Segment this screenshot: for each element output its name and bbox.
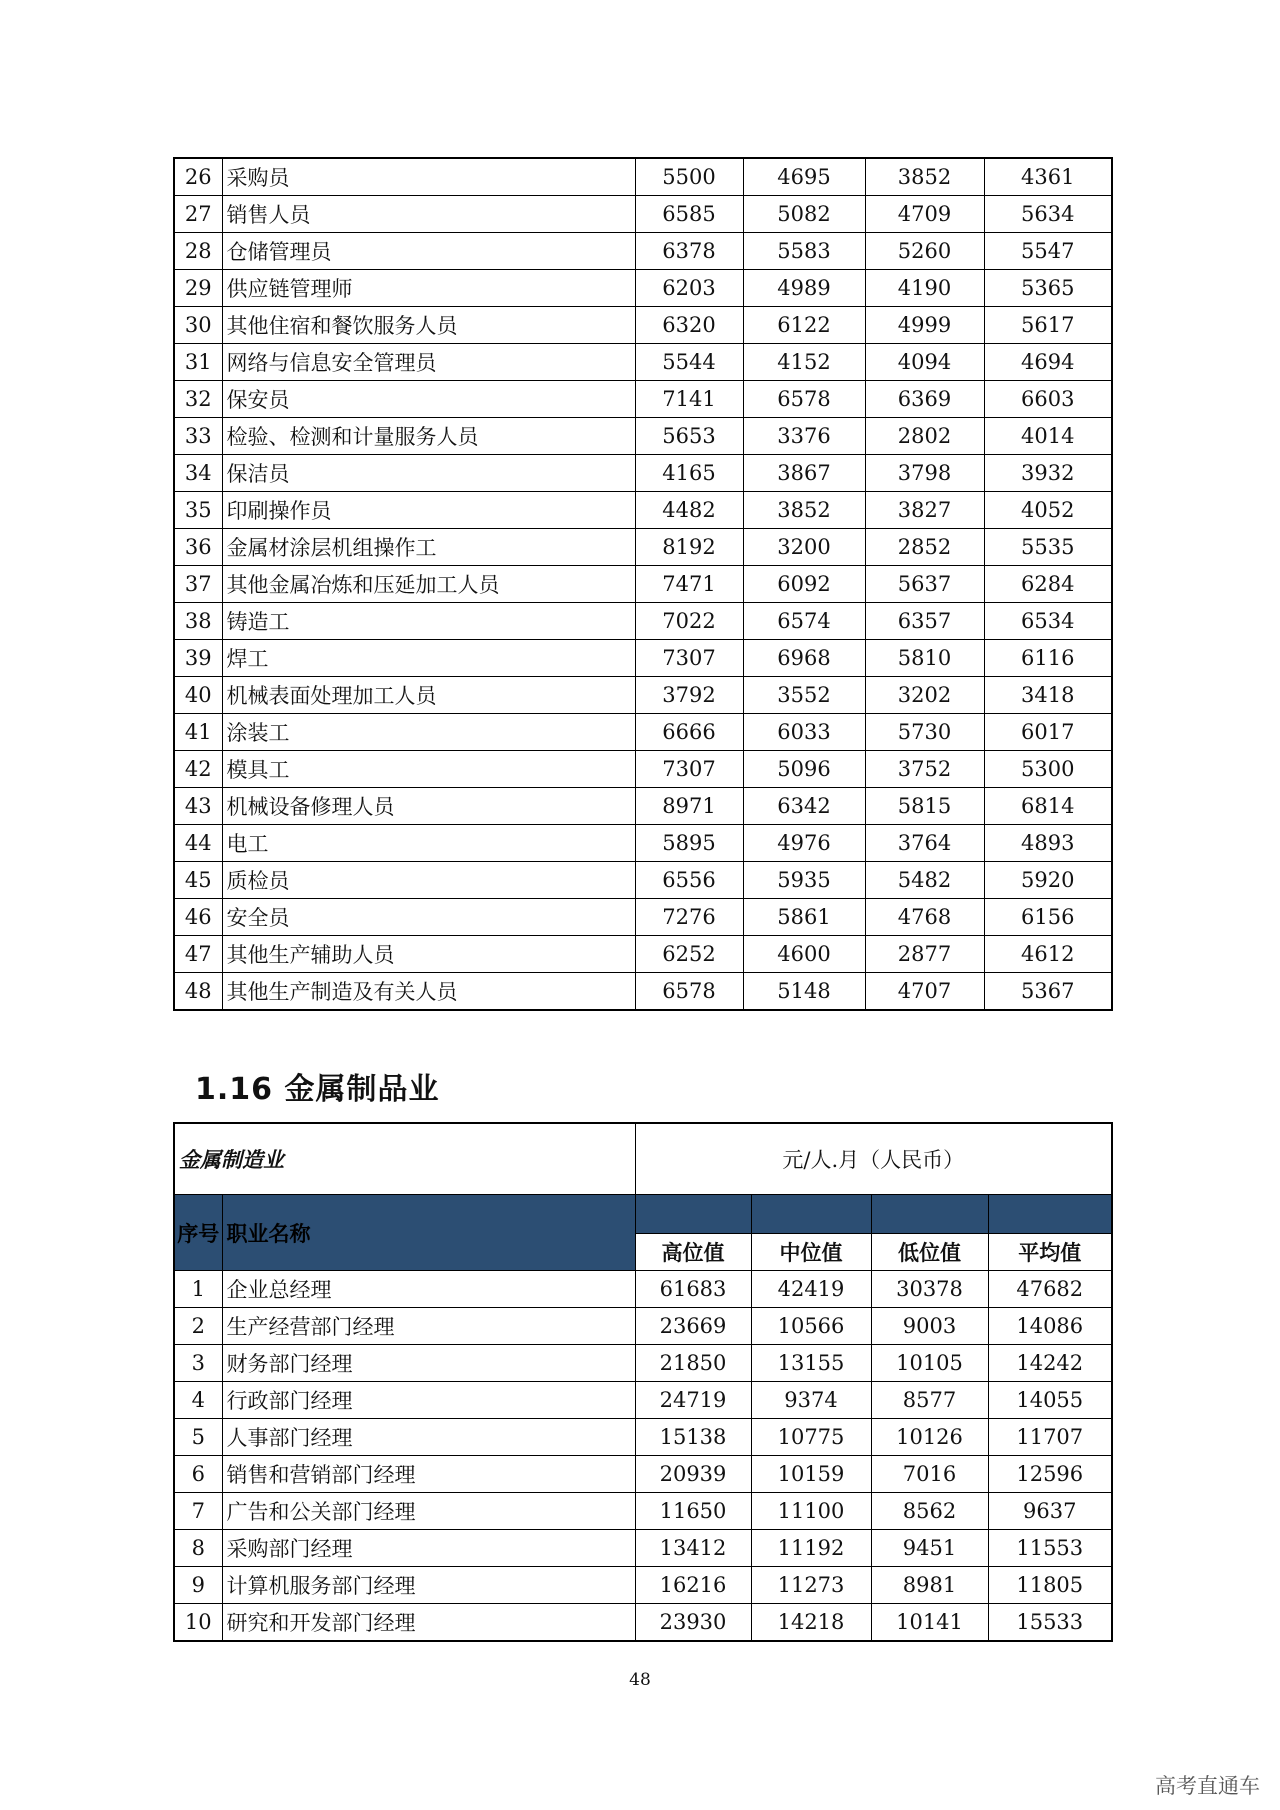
average-value: 5547 xyxy=(984,233,1112,270)
low-value: 4709 xyxy=(865,196,984,233)
low-value: 6369 xyxy=(865,381,984,418)
low-value: 3202 xyxy=(865,677,984,714)
table-row xyxy=(174,1419,1112,1456)
table-row xyxy=(174,751,1112,788)
low-value: 4094 xyxy=(865,344,984,381)
median-value: 4976 xyxy=(743,825,865,862)
low-value: 5260 xyxy=(865,233,984,270)
average-value: 5634 xyxy=(984,196,1112,233)
high-value: 16216 xyxy=(635,1567,751,1604)
occupation-name: 企业总经理 xyxy=(222,1271,635,1308)
table-row xyxy=(174,1271,1112,1308)
average-value: 3418 xyxy=(984,677,1112,714)
high-value: 6666 xyxy=(635,714,743,751)
low-value: 9451 xyxy=(871,1530,988,1567)
occupation-name: 行政部门经理 xyxy=(222,1382,635,1419)
table-row xyxy=(174,714,1112,751)
table-row xyxy=(174,1382,1112,1419)
row-index: 46 xyxy=(174,899,222,936)
header-seq: 序号 xyxy=(174,1195,222,1271)
high-value: 7141 xyxy=(635,381,743,418)
table-row xyxy=(174,788,1112,825)
header-band xyxy=(871,1195,988,1234)
table-row xyxy=(174,862,1112,899)
average-value: 5535 xyxy=(984,529,1112,566)
header-mid: 中位值 xyxy=(751,1234,871,1271)
high-value: 11650 xyxy=(635,1493,751,1530)
high-value: 7022 xyxy=(635,603,743,640)
average-value: 12596 xyxy=(988,1456,1112,1493)
median-value: 6578 xyxy=(743,381,865,418)
average-value: 4361 xyxy=(984,158,1112,196)
high-value: 6378 xyxy=(635,233,743,270)
average-value: 6017 xyxy=(984,714,1112,751)
row-index: 31 xyxy=(174,344,222,381)
row-index: 2 xyxy=(174,1308,222,1345)
median-value: 4695 xyxy=(743,158,865,196)
occupation-name: 涂装工 xyxy=(222,714,635,751)
table-row xyxy=(174,1345,1112,1382)
median-value: 5861 xyxy=(743,899,865,936)
high-value: 6203 xyxy=(635,270,743,307)
table-row xyxy=(174,1493,1112,1530)
occupation-name: 销售人员 xyxy=(222,196,635,233)
high-value: 5895 xyxy=(635,825,743,862)
low-value: 3798 xyxy=(865,455,984,492)
average-value: 6116 xyxy=(984,640,1112,677)
unit-label: 元/人.月（人民币） xyxy=(635,1123,1112,1195)
occupation-name: 保洁员 xyxy=(222,455,635,492)
median-value: 3200 xyxy=(743,529,865,566)
average-value: 6534 xyxy=(984,603,1112,640)
table-row xyxy=(174,1456,1112,1493)
average-value: 15533 xyxy=(988,1604,1112,1642)
table-row xyxy=(174,603,1112,640)
low-value: 8562 xyxy=(871,1493,988,1530)
median-value: 5082 xyxy=(743,196,865,233)
table-row xyxy=(174,492,1112,529)
median-value: 5096 xyxy=(743,751,865,788)
median-value: 6342 xyxy=(743,788,865,825)
median-value: 13155 xyxy=(751,1345,871,1382)
low-value: 3852 xyxy=(865,158,984,196)
page-number: 48 xyxy=(629,1670,651,1690)
row-index: 44 xyxy=(174,825,222,862)
high-value: 5653 xyxy=(635,418,743,455)
occupation-name: 保安员 xyxy=(222,381,635,418)
row-index: 41 xyxy=(174,714,222,751)
median-value: 4152 xyxy=(743,344,865,381)
row-index: 43 xyxy=(174,788,222,825)
occupation-name: 金属材涂层机组操作工 xyxy=(222,529,635,566)
table-row xyxy=(174,973,1112,1011)
low-value: 2877 xyxy=(865,936,984,973)
header-band xyxy=(988,1195,1112,1234)
median-value: 11273 xyxy=(751,1567,871,1604)
occupation-name: 人事部门经理 xyxy=(222,1419,635,1456)
median-value: 6574 xyxy=(743,603,865,640)
low-value: 9003 xyxy=(871,1308,988,1345)
row-index: 4 xyxy=(174,1382,222,1419)
table-row xyxy=(174,270,1112,307)
header-low: 低位值 xyxy=(871,1234,988,1271)
low-value: 3827 xyxy=(865,492,984,529)
high-value: 6585 xyxy=(635,196,743,233)
occupation-name: 铸造工 xyxy=(222,603,635,640)
median-value: 4989 xyxy=(743,270,865,307)
section-title: 1.16 金属制品业 xyxy=(195,1072,440,1107)
header-job-name: 职业名称 xyxy=(222,1195,635,1271)
median-value: 3867 xyxy=(743,455,865,492)
header-band xyxy=(751,1195,871,1234)
row-index: 37 xyxy=(174,566,222,603)
median-value: 6968 xyxy=(743,640,865,677)
occupation-name: 计算机服务部门经理 xyxy=(222,1567,635,1604)
table-row xyxy=(174,825,1112,862)
table-row xyxy=(174,1308,1112,1345)
average-value: 5367 xyxy=(984,973,1112,1011)
row-index: 28 xyxy=(174,233,222,270)
average-value: 5300 xyxy=(984,751,1112,788)
low-value: 7016 xyxy=(871,1456,988,1493)
median-value: 5148 xyxy=(743,973,865,1011)
table-row xyxy=(174,566,1112,603)
row-index: 40 xyxy=(174,677,222,714)
high-value: 8192 xyxy=(635,529,743,566)
row-index: 6 xyxy=(174,1456,222,1493)
occupation-name: 财务部门经理 xyxy=(222,1345,635,1382)
low-value: 5730 xyxy=(865,714,984,751)
high-value: 8971 xyxy=(635,788,743,825)
occupation-name: 网络与信息安全管理员 xyxy=(222,344,635,381)
row-index: 35 xyxy=(174,492,222,529)
metal-products-table-header xyxy=(174,1123,1112,1271)
high-value: 5500 xyxy=(635,158,743,196)
low-value: 3752 xyxy=(865,751,984,788)
high-value: 15138 xyxy=(635,1419,751,1456)
table-row xyxy=(174,455,1112,492)
average-value: 5920 xyxy=(984,862,1112,899)
row-index: 47 xyxy=(174,936,222,973)
occupation-name: 焊工 xyxy=(222,640,635,677)
median-value: 3552 xyxy=(743,677,865,714)
header-band xyxy=(635,1195,751,1234)
high-value: 13412 xyxy=(635,1530,751,1567)
average-value: 9637 xyxy=(988,1493,1112,1530)
median-value: 10159 xyxy=(751,1456,871,1493)
occupation-name: 检验、检测和计量服务人员 xyxy=(222,418,635,455)
average-value: 6284 xyxy=(984,566,1112,603)
high-value: 6252 xyxy=(635,936,743,973)
high-value: 4482 xyxy=(635,492,743,529)
occupation-name: 其他住宿和餐饮服务人员 xyxy=(222,307,635,344)
metal-products-salary-table xyxy=(173,1122,1113,1642)
row-index: 36 xyxy=(174,529,222,566)
high-value: 7471 xyxy=(635,566,743,603)
high-value: 4165 xyxy=(635,455,743,492)
low-value: 4707 xyxy=(865,973,984,1011)
row-index: 5 xyxy=(174,1419,222,1456)
table-row xyxy=(174,344,1112,381)
low-value: 30378 xyxy=(871,1271,988,1308)
median-value: 6122 xyxy=(743,307,865,344)
low-value: 4768 xyxy=(865,899,984,936)
high-value: 20939 xyxy=(635,1456,751,1493)
occupation-name: 供应链管理师 xyxy=(222,270,635,307)
occupation-name: 其他生产辅助人员 xyxy=(222,936,635,973)
median-value: 42419 xyxy=(751,1271,871,1308)
table-row xyxy=(174,233,1112,270)
low-value: 8981 xyxy=(871,1567,988,1604)
header-avg: 平均值 xyxy=(988,1234,1112,1271)
low-value: 10141 xyxy=(871,1604,988,1642)
average-value: 11553 xyxy=(988,1530,1112,1567)
average-value: 4014 xyxy=(984,418,1112,455)
median-value: 10566 xyxy=(751,1308,871,1345)
row-index: 27 xyxy=(174,196,222,233)
occupation-name: 生产经营部门经理 xyxy=(222,1308,635,1345)
average-value: 5617 xyxy=(984,307,1112,344)
high-value: 3792 xyxy=(635,677,743,714)
median-value: 14218 xyxy=(751,1604,871,1642)
low-value: 10126 xyxy=(871,1419,988,1456)
row-index: 9 xyxy=(174,1567,222,1604)
row-index: 32 xyxy=(174,381,222,418)
average-value: 3932 xyxy=(984,455,1112,492)
median-value: 6033 xyxy=(743,714,865,751)
median-value: 3376 xyxy=(743,418,865,455)
table-row xyxy=(174,1567,1112,1604)
table-row xyxy=(174,381,1112,418)
row-index: 1 xyxy=(174,1271,222,1308)
occupation-name: 安全员 xyxy=(222,899,635,936)
average-value: 5365 xyxy=(984,270,1112,307)
table-row xyxy=(174,640,1112,677)
low-value: 5482 xyxy=(865,862,984,899)
salary-table-continued xyxy=(173,157,1113,1011)
row-index: 30 xyxy=(174,307,222,344)
high-value: 7307 xyxy=(635,640,743,677)
occupation-name: 印刷操作员 xyxy=(222,492,635,529)
median-value: 9374 xyxy=(751,1382,871,1419)
table-row xyxy=(174,418,1112,455)
row-index: 26 xyxy=(174,158,222,196)
row-index: 39 xyxy=(174,640,222,677)
average-value: 47682 xyxy=(988,1271,1112,1308)
median-value: 5935 xyxy=(743,862,865,899)
low-value: 2852 xyxy=(865,529,984,566)
high-value: 6556 xyxy=(635,862,743,899)
high-value: 23930 xyxy=(635,1604,751,1642)
average-value: 4052 xyxy=(984,492,1112,529)
occupation-name: 研究和开发部门经理 xyxy=(222,1604,635,1642)
median-value: 6092 xyxy=(743,566,865,603)
high-value: 7276 xyxy=(635,899,743,936)
row-index: 48 xyxy=(174,973,222,1011)
occupation-name: 机械设备修理人员 xyxy=(222,788,635,825)
industry-label: 金属制造业 xyxy=(174,1123,635,1195)
occupation-name: 电工 xyxy=(222,825,635,862)
average-value: 6603 xyxy=(984,381,1112,418)
low-value: 8577 xyxy=(871,1382,988,1419)
high-value: 5544 xyxy=(635,344,743,381)
occupation-name: 采购员 xyxy=(222,158,635,196)
table-row xyxy=(174,529,1112,566)
high-value: 7307 xyxy=(635,751,743,788)
table-row xyxy=(174,1604,1112,1642)
average-value: 4694 xyxy=(984,344,1112,381)
occupation-name: 广告和公关部门经理 xyxy=(222,1493,635,1530)
median-value: 11100 xyxy=(751,1493,871,1530)
salary-table-continued-body xyxy=(174,158,1112,1010)
occupation-name: 质检员 xyxy=(222,862,635,899)
low-value: 4190 xyxy=(865,270,984,307)
low-value: 4999 xyxy=(865,307,984,344)
occupation-name: 采购部门经理 xyxy=(222,1530,635,1567)
high-value: 23669 xyxy=(635,1308,751,1345)
low-value: 5810 xyxy=(865,640,984,677)
occupation-name: 仓储管理员 xyxy=(222,233,635,270)
occupation-name: 其他金属冶炼和压延加工人员 xyxy=(222,566,635,603)
row-index: 3 xyxy=(174,1345,222,1382)
low-value: 5815 xyxy=(865,788,984,825)
median-value: 4600 xyxy=(743,936,865,973)
median-value: 10775 xyxy=(751,1419,871,1456)
watermark: 高考直通车 xyxy=(1155,1774,1260,1798)
occupation-name: 销售和营销部门经理 xyxy=(222,1456,635,1493)
header-high: 高位值 xyxy=(635,1234,751,1271)
average-value: 14086 xyxy=(988,1308,1112,1345)
row-index: 34 xyxy=(174,455,222,492)
table-row xyxy=(174,196,1112,233)
median-value: 3852 xyxy=(743,492,865,529)
metal-products-table-body xyxy=(174,1271,1112,1642)
row-index: 29 xyxy=(174,270,222,307)
median-value: 5583 xyxy=(743,233,865,270)
occupation-name: 其他生产制造及有关人员 xyxy=(222,973,635,1011)
average-value: 11805 xyxy=(988,1567,1112,1604)
low-value: 2802 xyxy=(865,418,984,455)
row-index: 10 xyxy=(174,1604,222,1642)
high-value: 21850 xyxy=(635,1345,751,1382)
average-value: 14242 xyxy=(988,1345,1112,1382)
row-index: 38 xyxy=(174,603,222,640)
median-value: 11192 xyxy=(751,1530,871,1567)
low-value: 6357 xyxy=(865,603,984,640)
table-row xyxy=(174,158,1112,196)
average-value: 6156 xyxy=(984,899,1112,936)
occupation-name: 机械表面处理加工人员 xyxy=(222,677,635,714)
table-row xyxy=(174,307,1112,344)
high-value: 6320 xyxy=(635,307,743,344)
table-row xyxy=(174,1530,1112,1567)
row-index: 8 xyxy=(174,1530,222,1567)
average-value: 14055 xyxy=(988,1382,1112,1419)
high-value: 24719 xyxy=(635,1382,751,1419)
row-index: 7 xyxy=(174,1493,222,1530)
average-value: 6814 xyxy=(984,788,1112,825)
low-value: 10105 xyxy=(871,1345,988,1382)
low-value: 5637 xyxy=(865,566,984,603)
row-index: 45 xyxy=(174,862,222,899)
average-value: 4612 xyxy=(984,936,1112,973)
row-index: 42 xyxy=(174,751,222,788)
table-row xyxy=(174,677,1112,714)
table-row xyxy=(174,936,1112,973)
high-value: 6578 xyxy=(635,973,743,1011)
row-index: 33 xyxy=(174,418,222,455)
table-row xyxy=(174,899,1112,936)
low-value: 3764 xyxy=(865,825,984,862)
average-value: 11707 xyxy=(988,1419,1112,1456)
occupation-name: 模具工 xyxy=(222,751,635,788)
average-value: 4893 xyxy=(984,825,1112,862)
high-value: 61683 xyxy=(635,1271,751,1308)
